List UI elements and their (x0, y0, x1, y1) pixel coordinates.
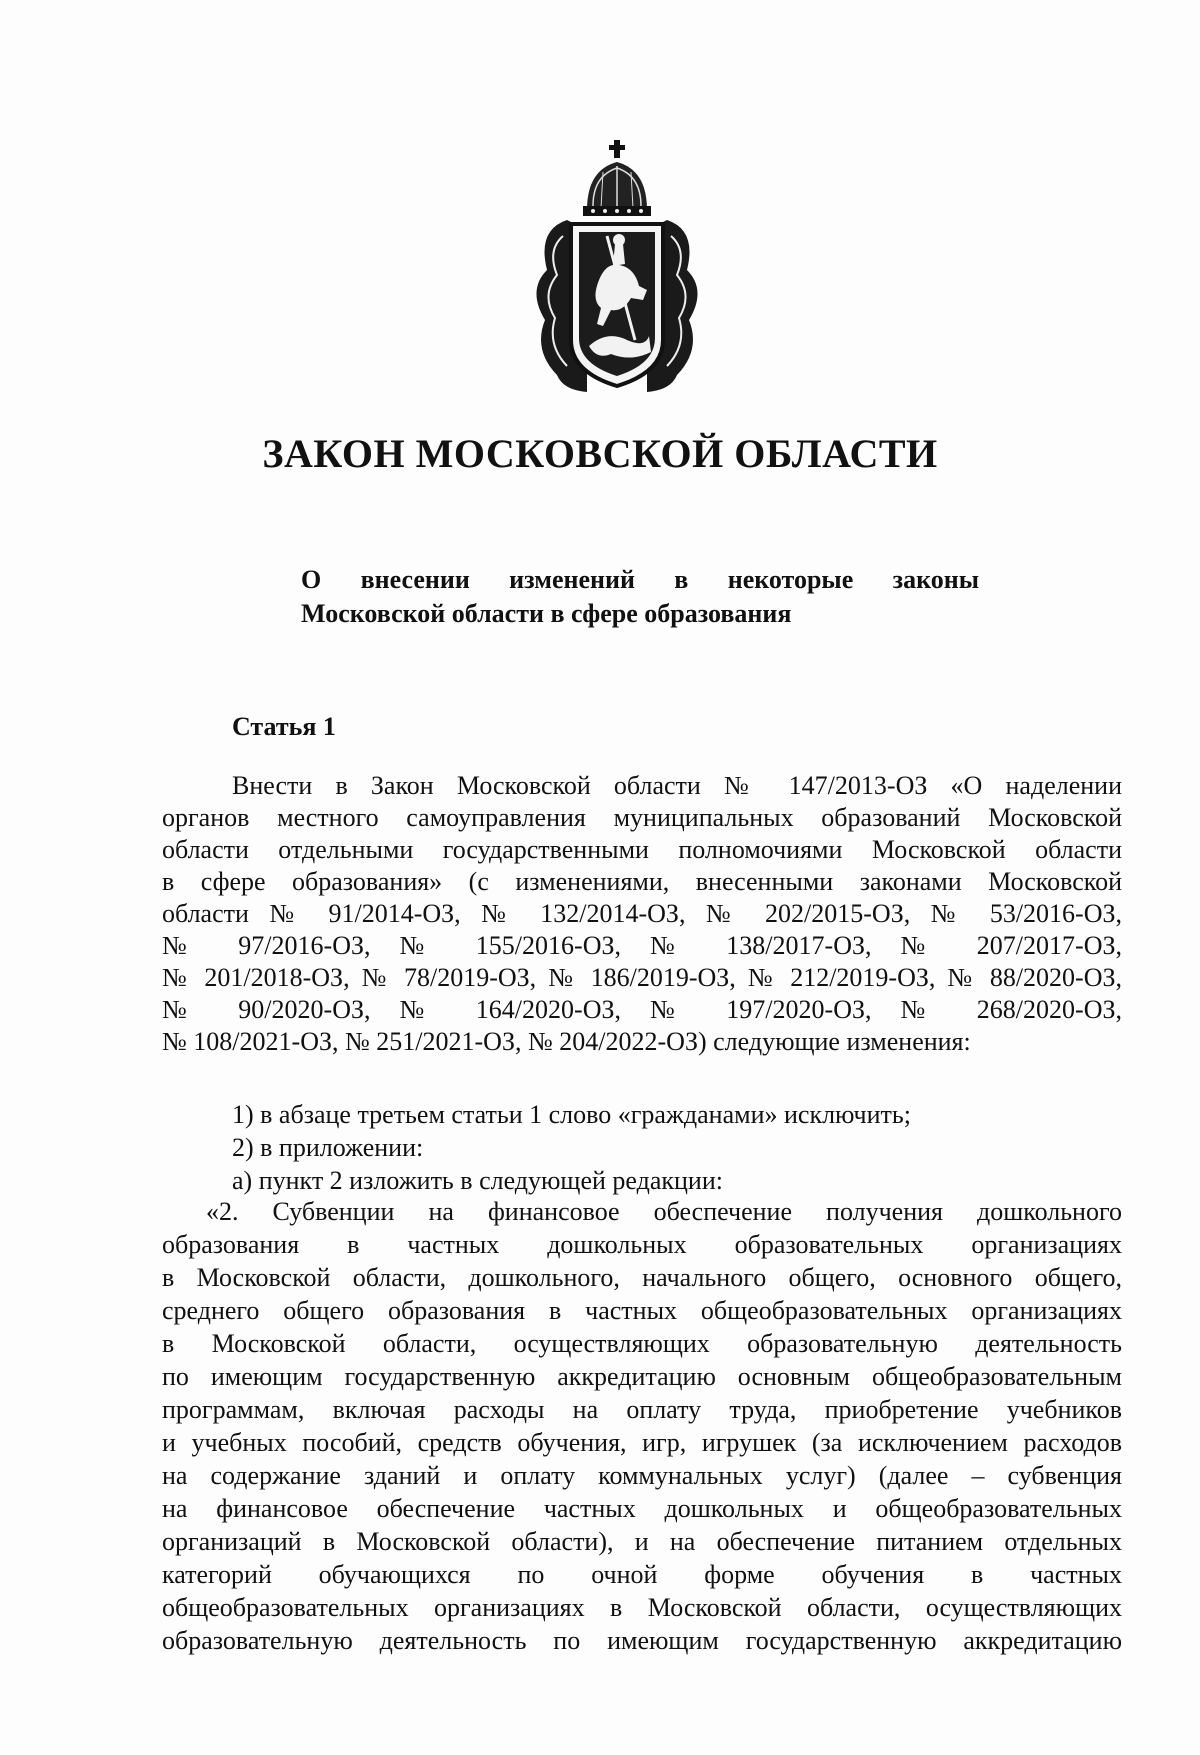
paragraph-line: № 90/2020-ОЗ, № 164/2020-ОЗ, № 197/2020-ОЗ, № 268/2020-ОЗ, (162, 995, 1122, 1024)
paragraph-line: № 201/2018-ОЗ, № 78/2019-ОЗ, № 186/2019-ОЗ, № 212/2019-ОЗ, № 88/2020-ОЗ, (162, 963, 1122, 992)
paragraph-line: Внести в Закон Московской области № 147/2013-ОЗ «О наделении (232, 771, 1122, 800)
paragraph-line: органов местного самоуправления муниципальных образований Московской (162, 803, 1122, 832)
amendment-list (232, 1098, 1122, 1197)
list-item: 2) в приложении: (232, 1133, 424, 1162)
paragraph-line: на финансовое обеспечение частных дошкольных и общеобразовательных (162, 1494, 1122, 1523)
paragraph-line: в сфере образования» (с изменениями, внесенными законами Московской (162, 867, 1122, 896)
article-heading: Статья 1 (232, 712, 336, 741)
coat-of-arms-icon (527, 140, 707, 398)
list-item: а) пункт 2 изложить в следующей редакции: (232, 1166, 723, 1195)
paragraph-line: на содержание зданий и оплату коммунальных услуг) (далее – субвенция (162, 1461, 1122, 1490)
paragraph-line: в Московской области, дошкольного, начального общего, основного общего, (162, 1263, 1122, 1292)
paragraph-line: общеобразовательных организациях в Московской области, осуществляющих (162, 1593, 1122, 1622)
paragraph-line: образовательную деятельность по имеющим государственную аккредитацию (162, 1626, 1122, 1655)
subtitle-line-1: О внесении изменений в некоторые законы (301, 565, 979, 594)
document-subtitle (301, 563, 979, 631)
paragraph-line: по имеющим государственную аккредитацию основным общеобразовательным (162, 1362, 1122, 1391)
paragraph-line: области отдельными государственными полномочиями Московской области (162, 835, 1122, 864)
paragraph-line: программам, включая расходы на оплату труда, приобретение учебников (162, 1395, 1122, 1424)
paragraph-line: в Московской области, осуществляющих образовательную деятельность (162, 1329, 1122, 1358)
subtitle-line-2: Московской области в сфере образования (301, 599, 792, 628)
document-title: ЗАКОН МОСКОВСКОЙ ОБЛАСТИ (262, 431, 938, 476)
amendment-quote-paragraph (162, 1195, 1122, 1657)
paragraph-line: образования в частных дошкольных образовательных организациях (162, 1230, 1122, 1259)
paragraph-line: «2. Субвенции на финансовое обеспечение получения дошкольного (206, 1197, 1122, 1226)
article-intro-paragraph (162, 770, 1122, 1058)
list-item: 1) в абзаце третьем статьи 1 слово «гражданами» исключить; (232, 1100, 911, 1129)
paragraph-line: категорий обучающихся по очной форме обучения в частных (162, 1560, 1122, 1589)
paragraph-line: организаций в Московской области), и на обеспечение питанием отдельных (162, 1527, 1122, 1556)
paragraph-line: среднего общего образования в частных общеобразовательных организациях (162, 1296, 1122, 1325)
paragraph-line: и учебных пособий, средств обучения, игр, игрушек (за исключением расходов (162, 1428, 1122, 1457)
paragraph-line: области № 91/2014-ОЗ, № 132/2014-ОЗ, № 202/2015-ОЗ, № 53/2016-ОЗ, (162, 899, 1122, 928)
paragraph-line: № 97/2016-ОЗ, № 155/2016-ОЗ, № 138/2017-ОЗ, № 207/2017-ОЗ, (162, 931, 1122, 960)
paragraph-line: № 108/2021-ОЗ, № 251/2021-ОЗ, № 204/2022-ОЗ) следующие изменения: (162, 1027, 971, 1056)
